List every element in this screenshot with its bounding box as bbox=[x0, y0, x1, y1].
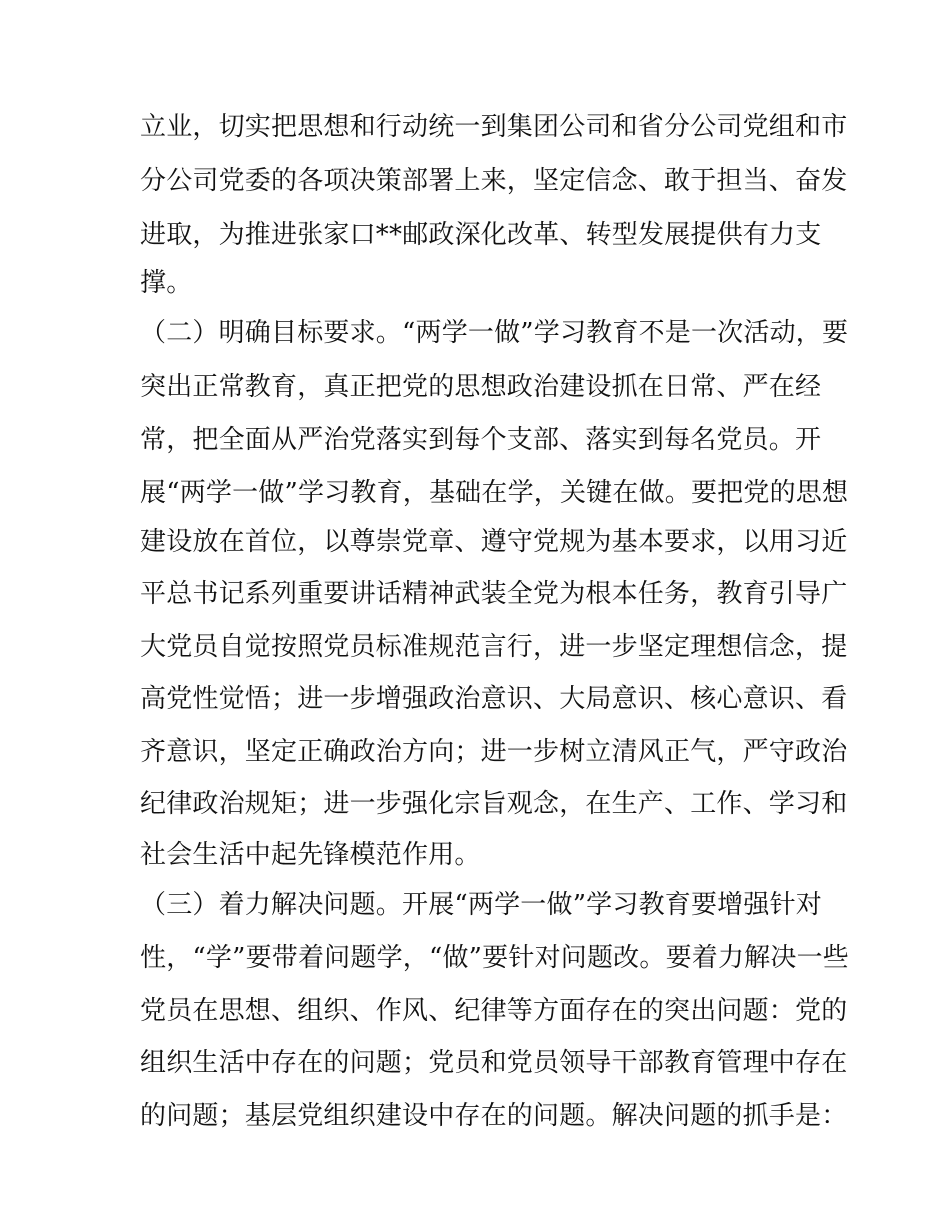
text-line: （二）明确目标要求。“两学一做”学习教育不是一次活动，要 bbox=[140, 318, 849, 348]
text-line: 常，把全面从严治党落实到每个支部、落实到每名党员。开 bbox=[140, 425, 822, 455]
text-line: （三）着力解决问题。开展“两学一做”学习教育要增强针对 bbox=[140, 890, 822, 920]
text-line: 纪律政治规矩；进一步强化宗旨观念，在生产、工作、学习和 bbox=[140, 789, 848, 819]
text-line: 展“两学一做”学习教育，基础在学，关键在做。要把党的思想 bbox=[140, 478, 849, 508]
text-line: 组织生活中存在的问题；党员和党员领导干部教育管理中存在 bbox=[140, 1048, 848, 1078]
text-line: 建设放在首位，以尊崇党章、遵守党规为基本要求，以用习近 bbox=[140, 527, 848, 557]
text-line: 进取，为推进张家口**邮政深化改革、转型发展提供有力支 bbox=[140, 220, 822, 250]
text-line: 大党员自觉按照党员标准规范言行，进一步坚定理想信念，提 bbox=[140, 632, 848, 662]
text-line: 党员在思想、组织、作风、纪律等方面存在的突出问题：党的 bbox=[140, 996, 848, 1026]
text-line: 立业，切实把思想和行动统一到集团公司和省分公司党组和市 bbox=[140, 112, 848, 142]
text-line: 高党性觉悟；进一步增强政治意识、大局意识、核心意识、看 bbox=[140, 684, 848, 714]
text-line: 平总书记系列重要讲话精神武装全党为根本任务，教育引导广 bbox=[140, 579, 848, 609]
text-line: 撑。 bbox=[140, 268, 193, 298]
text-line: 的问题；基层党组织建设中存在的问题。解决问题的抓手是： bbox=[140, 1101, 848, 1131]
text-line: 突出正常教育，真正把党的思想政治建设抓在日常、严在经 bbox=[140, 372, 822, 402]
text-line: 性，“学”要带着问题学，“做”要针对问题改。要着力解决一些 bbox=[140, 943, 849, 973]
text-line: 齐意识，坚定正确政治方向；进一步树立清风正气，严守政治 bbox=[140, 737, 848, 767]
text-line: 分公司党委的各项决策部署上来，坚定信念、敢于担当、奋发 bbox=[140, 166, 848, 196]
text-line: 社会生活中起先锋模范作用。 bbox=[140, 840, 481, 870]
